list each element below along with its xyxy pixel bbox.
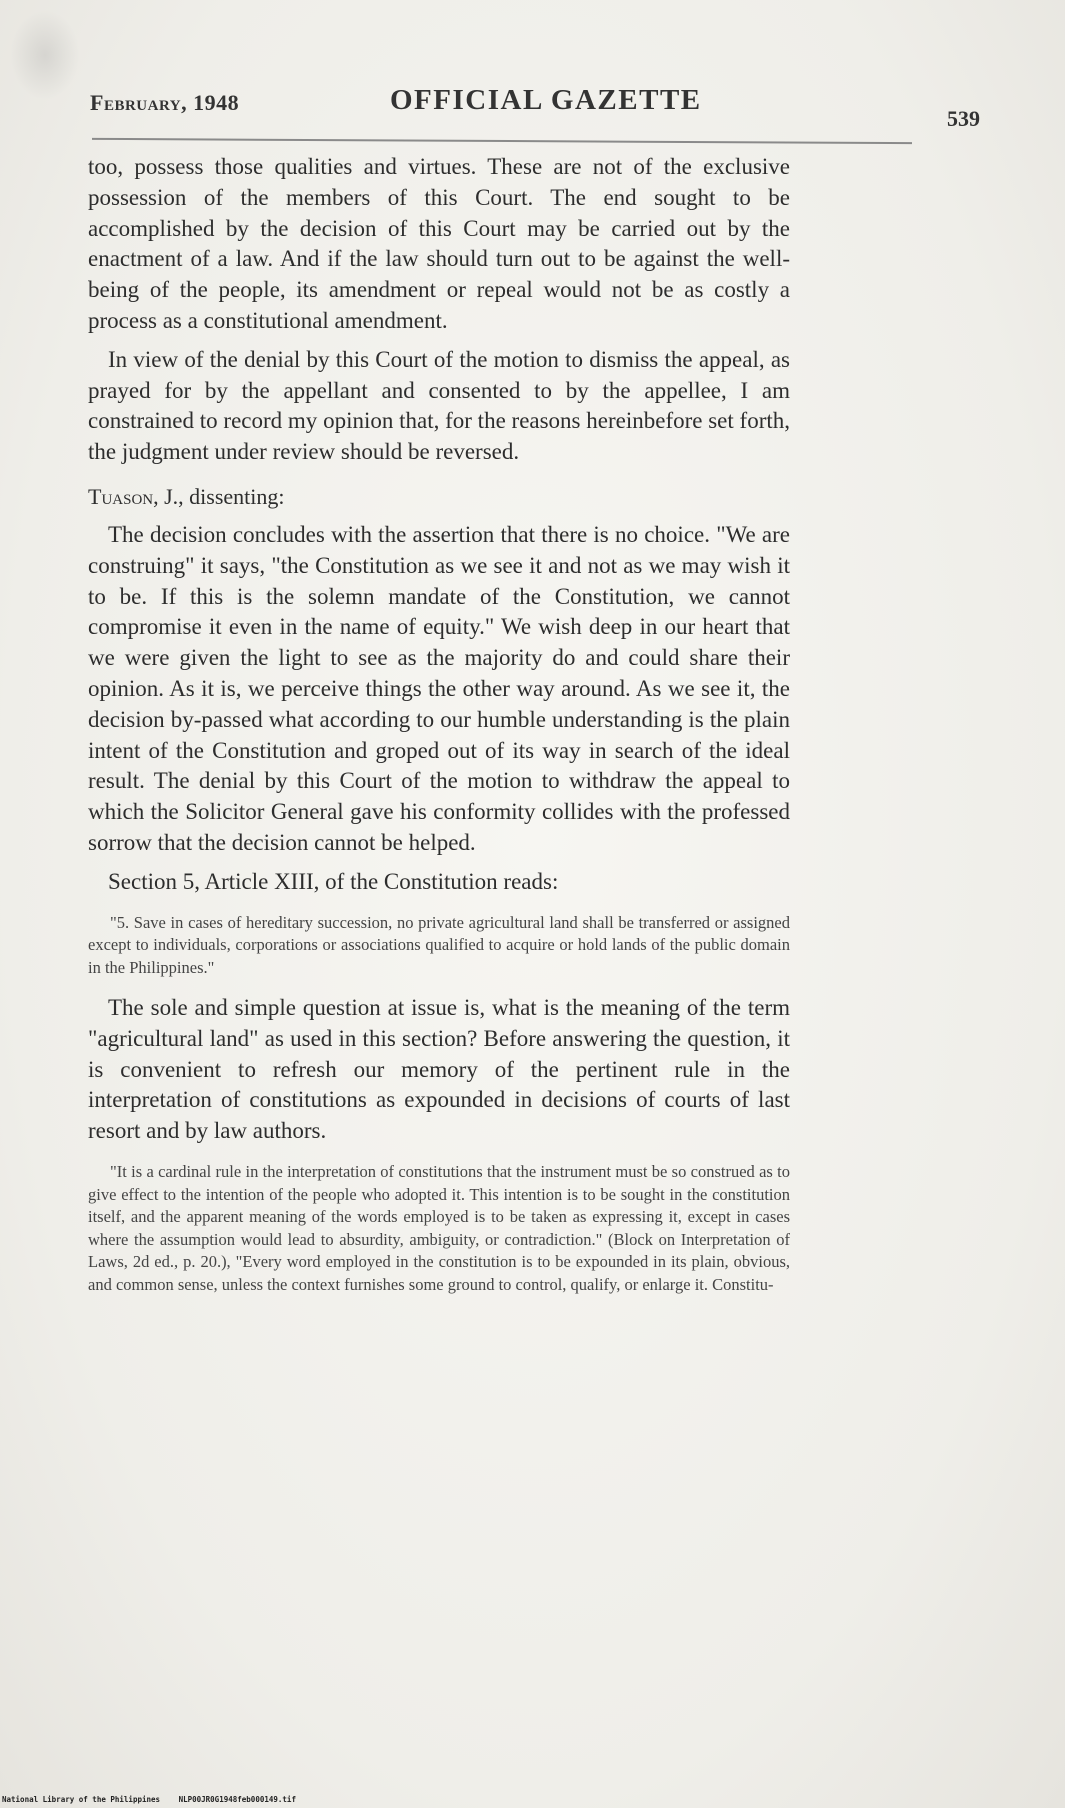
scan-smudge bbox=[10, 10, 80, 100]
paragraph-4: Section 5, Article XIII, of the Constitution reads: bbox=[108, 868, 559, 894]
page-body bbox=[88, 152, 790, 1296]
paragraph-1: too, possess those qualities and virtues. These are not of the exclusive possession of the members of this Court. The end sought to be accomplished by the decision of this Court may be carried out by the enactment of a law. And if the law should turn out to be against the well-being of the people, its amendment or repeal would not be as costly a process as a constitutional amendment. bbox=[88, 154, 790, 333]
justice-name: Tuason bbox=[88, 483, 154, 509]
scan-footer bbox=[2, 1795, 310, 1804]
dissent-heading bbox=[88, 482, 790, 512]
paragraph-3: The decision concludes with the assertion that there is no choice. "We are construing" it says, "the Constitution as we see it and not as we may wish it to be. If this is the solemn mandate of the Constitution, we cannot compromise it even in the name of equity." We wish deep in our heart that we were given the light to see as the majority do and could share their opinion. As it is, we perceive things the other way around. As we see it, the decision by-passed what according to our humble understanding is the plain intent of the Constitution and groped out of its way in search of the ideal result. The denial by this Court of the motion to withdraw the appeal to which the Solicitor General gave his conformity collides with the professed sorrow that the decision cannot be helped. bbox=[88, 521, 790, 855]
quoted-authority: "It is a cardinal rule in the interpretation of constitutions that the instrument must be so construed as to give effect to the intention of the people who adopted it. This intention is to be sought in the constitution itself, and the apparent meaning of the words employed is to be taken as expressing it, except in cases where the assumption would lead to absurdity, ambiguity, or contradiction." (Block on Interpretation of Laws, 2d ed., p. 20.), "Every word employed in the constitution is to be expounded in its plain, obvious, and common sense, unless the context furnishes some ground to control, qualify, or enlarge it. Constitu- bbox=[88, 1162, 790, 1294]
dissent-label: , J., dissenting: bbox=[153, 483, 285, 509]
page-header bbox=[90, 84, 980, 134]
paragraph-5: The sole and simple question at issue is, what is the meaning of the term "agricultural land" as used in this section? Before answering the question, it is convenient to refresh our memory of the pertinent rule in the interpretation of constitutions as expounded in decisions of courts of last resort and by law authors. bbox=[88, 995, 790, 1144]
header-rule bbox=[92, 138, 912, 144]
quoted-provision: "5. Save in cases of hereditary succession, no private agricultural land shall be transferred or assigned except to individuals, corporations or associations qualified to acquire or hold lands of the public domain in the Philippines." bbox=[88, 912, 790, 977]
page-number: 539 bbox=[947, 106, 980, 131]
header-date: February, 1948 bbox=[90, 90, 240, 115]
header-title: OFFICIAL GAZETTE bbox=[390, 84, 702, 116]
footer-library: National Library of the Philippines bbox=[2, 1795, 161, 1804]
footer-file-id: NLP00JR0G1948feb000149.tif bbox=[178, 1795, 296, 1804]
paragraph-2: In view of the denial by this Court of the motion to dismiss the appeal, as prayed for by the appellant and consented to by the appellee, I am constrained to record my opinion that, for the reasons hereinbefore set forth, the judgment under review should be reversed. bbox=[88, 346, 790, 465]
